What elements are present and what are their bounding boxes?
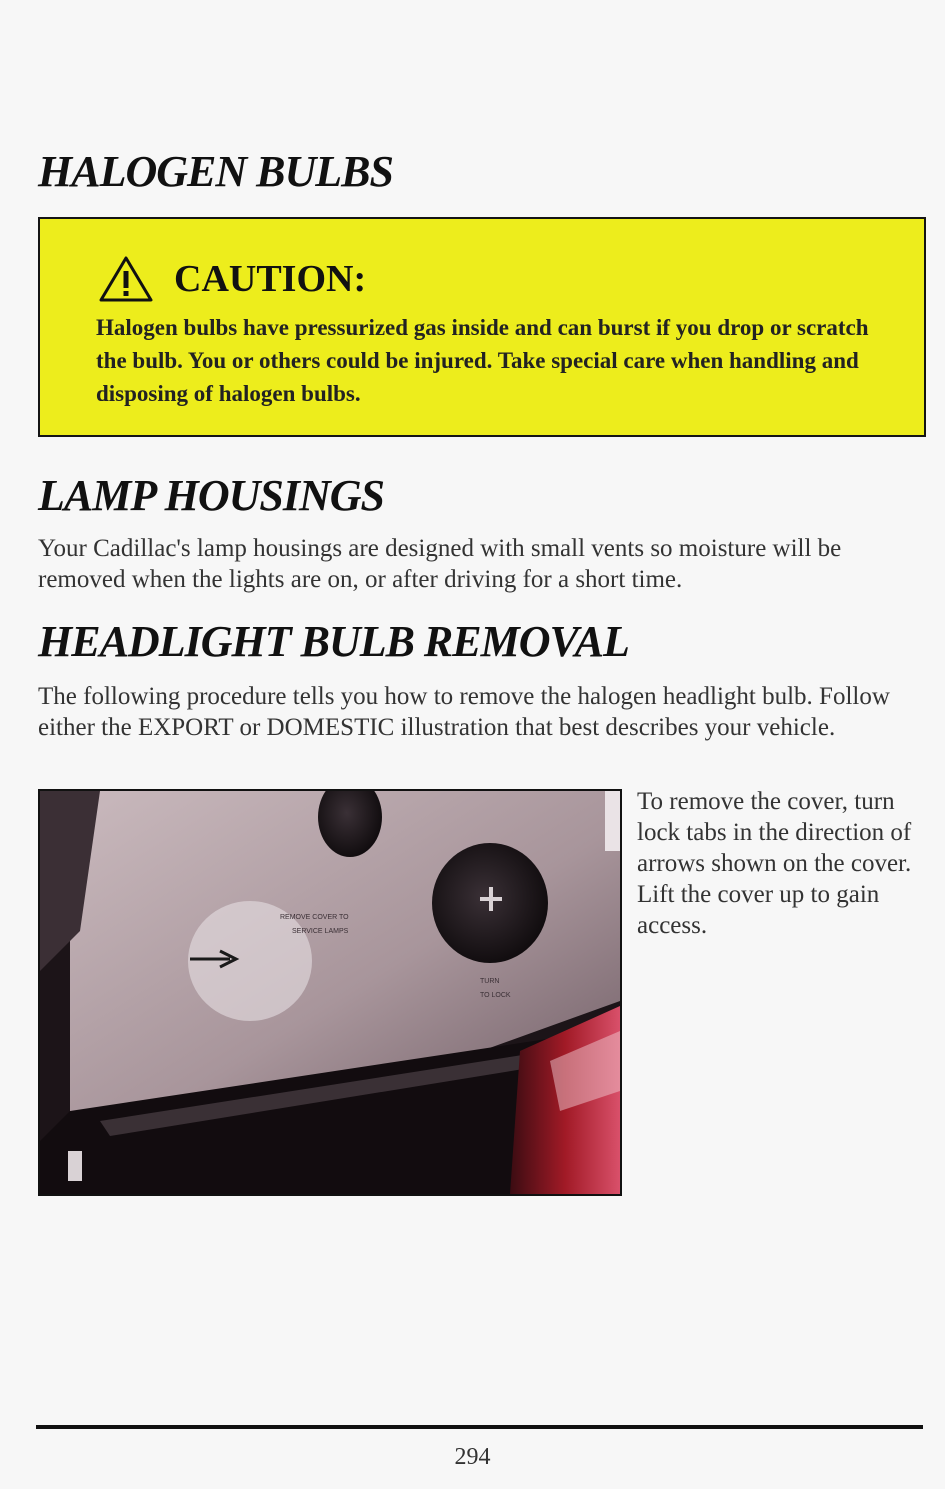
cover-removal-instructions: To remove the cover, turn lock tabs in the direction of arrows shown on the cover. Lift the cover up to gain access. — [637, 788, 912, 939]
section-heading-lamp-housings: LAMP HOUSINGS — [38, 471, 384, 520]
caution-box — [38, 217, 926, 437]
section-heading-headlight-bulb-removal: HEADLIGHT BULB REMOVAL — [38, 617, 629, 666]
photo-lock-label-line2: TO LOCK — [480, 992, 511, 999]
photo-cover-label-line1: REMOVE COVER TO — [280, 914, 349, 921]
footer-rule — [36, 1425, 923, 1429]
photo-cover-label-line2: SERVICE LAMPS — [292, 928, 349, 935]
lamp-housings-paragraph: Your Cadillac's lamp housings are designed with small vents so moisture will be removed when the lights are on, or after driving for a short time. — [38, 535, 842, 593]
caution-text: Halogen bulbs have pressurized gas inside and can burst if you drop or scratch the bulb. You or others could be injured. Take special care when handling and disposing of halogen bulbs. — [96, 315, 869, 406]
caution-title — [98, 255, 366, 303]
page-number: 294 — [454, 1444, 491, 1470]
section-heading-halogen-bulbs: HALOGEN BULBS — [38, 147, 393, 196]
warning-triangle-icon — [98, 255, 154, 303]
headlight-cover-photo — [38, 789, 622, 1196]
photo-lock-label-line1: TURN — [480, 978, 500, 985]
caution-label: CAUTION: — [174, 258, 367, 300]
headlight-removal-paragraph: The following procedure tells you how to remove the halogen headlight bulb. Follow either the EXPORT or DOMESTIC illustration that best describes your vehicle. — [38, 683, 890, 741]
